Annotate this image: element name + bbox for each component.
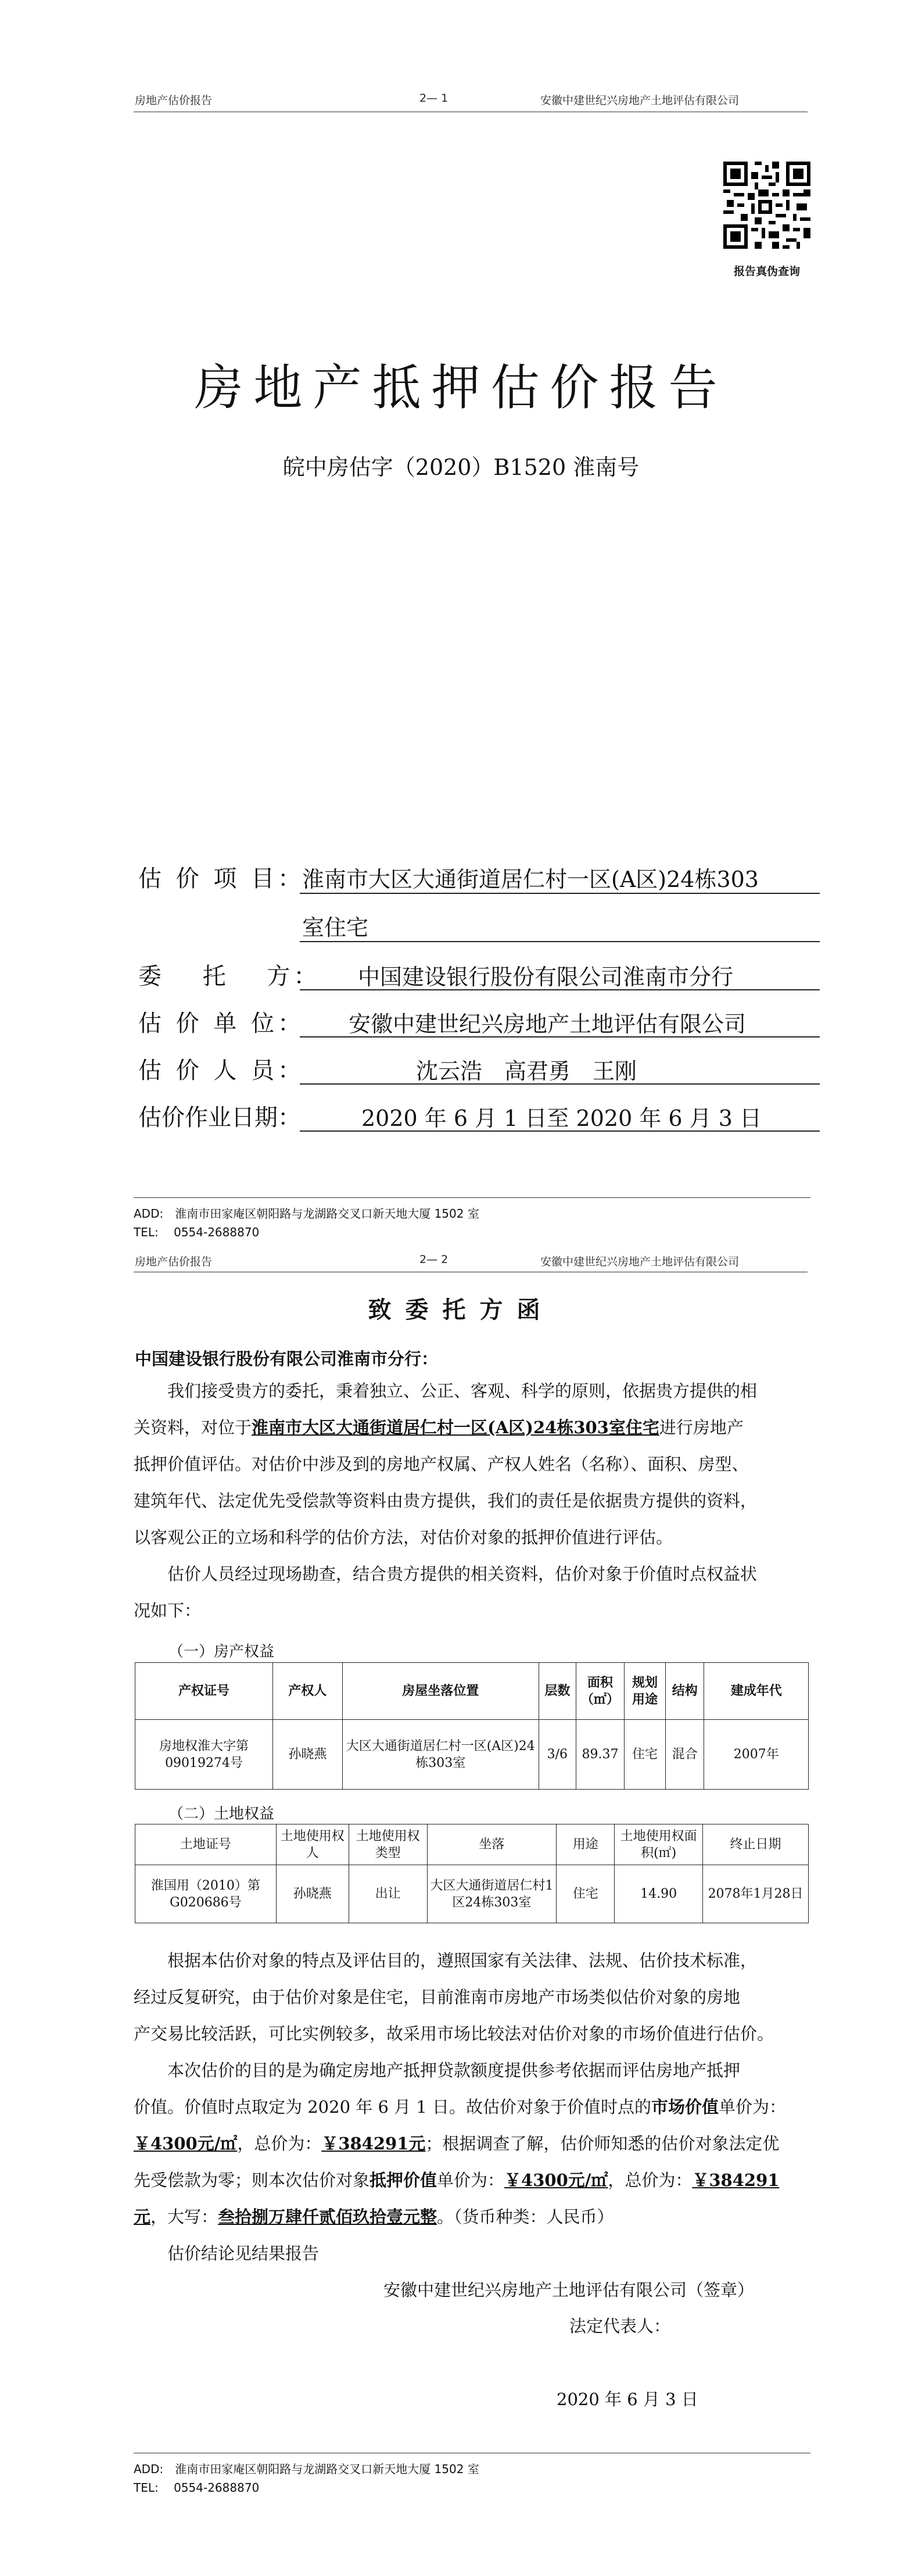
p4-line-4 (134, 2162, 808, 2199)
page1-header-right: 安徽中建世纪兴房地产土地评估有限公司 (540, 94, 740, 107)
field-value-client: 中国建设银行股份有限公司淮南市分行 (358, 964, 734, 990)
amount-in-words: 叁拾捌万肆仟贰佰玖拾壹元整 (218, 2207, 437, 2227)
t2-cell-end: 2078年1月28日 (703, 1865, 809, 1923)
t1-cell-area: 89.37 (576, 1720, 624, 1790)
p4-line-4-head: 先受偿款为零；则本次估价对象 (134, 2170, 370, 2190)
field-value-appraiser: 安徽中建世纪兴房地产土地评估有限公司 (349, 1011, 747, 1037)
p3-line-1: 根据本估价对象的特点及评估目的，遵照国家有关法律、法规、估价技术标准， (167, 1951, 758, 1970)
field-label-project: 估 价 项 目： (138, 865, 305, 892)
signature-company: 安徽中建世纪兴房地产土地评估有限公司（签章） (383, 2280, 755, 2300)
t2-header-type: 土地使用权类型 (349, 1824, 427, 1865)
field-value-date: 2020 年 6 月 1 日至 2020 年 6 月 3 日 (361, 1105, 762, 1131)
t2-cell-user: 孙晓燕 (276, 1865, 349, 1923)
p4-line-5 (134, 2199, 808, 2235)
underline-client (300, 989, 820, 990)
t1-header-cert: 产权证号 (135, 1663, 273, 1720)
underline-project-2 (300, 941, 820, 942)
t2-header-location: 坐落 (427, 1824, 557, 1865)
t2-header-use: 用途 (557, 1824, 615, 1865)
p4-line-2 (134, 2089, 808, 2126)
t2-cell-location: 大区大通街道居仁村1区24栋303室 (427, 1865, 557, 1923)
p4-line-4-mid: 单价为： (437, 2170, 505, 2190)
field-label-client: 委 托 方： (138, 963, 321, 990)
p4-line-3-sep: ，总价为： (237, 2134, 322, 2153)
p2-line-2: 况如下： (134, 1601, 202, 1620)
t1-cell-floors: 3/6 (539, 1720, 576, 1790)
t1-header-floors: 层数 (539, 1663, 576, 1720)
p1-line-2-tail: 进行房地产 (659, 1418, 744, 1437)
field-label-appraiser: 估 价 单 位： (138, 1010, 305, 1037)
report-title: 房地产抵押估价报告 (194, 359, 728, 416)
t2-header-area: 土地使用权面积(㎡) (615, 1824, 703, 1865)
page1-footer-rule (134, 1197, 810, 1198)
p4-line-4-sep: ，总价为： (608, 2170, 693, 2190)
t2-header-user: 土地使用权人 (276, 1824, 349, 1865)
section-land-rights: （二）土地权益 (168, 1805, 275, 1823)
t1-header-use: 规划用途 (625, 1663, 666, 1720)
field-value-staff: 沈云浩 高君勇 王刚 (416, 1058, 637, 1084)
p1-line-3: 抵押价值评估。对估价中涉及到的房地产权属、产权人姓名（名称）、面积、房型、 (134, 1454, 749, 1474)
t1-cell-use: 住宅 (625, 1720, 666, 1790)
p1-line-2 (134, 1409, 808, 1446)
p4-line-3 (134, 2126, 808, 2162)
qr-caption: 报告真伪查询 (733, 265, 800, 278)
page2-header-page: 2— 2 (419, 1253, 449, 1266)
p1-line-5: 以客观公正的立场和科学的估价方法，对估价对象的抵押价值进行评估。 (134, 1527, 673, 1547)
land-rights-table (135, 1824, 809, 1923)
underline-project (300, 893, 820, 894)
qr-code-icon[interactable] (723, 162, 810, 249)
property-rights-table (135, 1662, 809, 1790)
t1-header-area: 面积（㎡） (576, 1663, 624, 1720)
p4-line-5-head: ，大写： (150, 2207, 218, 2227)
market-total-price: ￥384291元 (321, 2134, 426, 2153)
mortgage-value-label: 抵押价值 (369, 2170, 437, 2190)
market-value-label: 市场价值 (651, 2097, 719, 2117)
page1-footer-address: ADD: 淮南市田家庵区朝阳路与龙湖路交叉口新天地大厦 1502 室 (134, 1207, 479, 1221)
letter-paragraph-1 (134, 1373, 808, 1629)
p5-line: 估价结论见结果报告 (167, 2244, 320, 2263)
page2-header-left: 房地产估价报告 (135, 1255, 213, 1268)
p4-line-3-tail: ；根据调查了解，估价师知悉的估价对象法定优 (425, 2134, 780, 2153)
t1-cell-cert: 房地权淮大字第09019274号 (135, 1720, 273, 1790)
t2-cell-cert: 淮国用（2010）第G020686号 (135, 1865, 277, 1923)
page1-footer-tel: TEL: 0554-2688870 (134, 1225, 260, 1239)
p1-line-2-head: 关资料，对位于 (134, 1418, 252, 1437)
mortgage-total-unit: 元 (134, 2207, 151, 2227)
t1-header-location: 房屋坐落位置 (342, 1663, 539, 1720)
t1-header-owner: 产权人 (273, 1663, 343, 1720)
t1-cell-owner: 孙晓燕 (273, 1720, 343, 1790)
property-address: 淮南市大区大通街道居仁村一区(A区)24栋303室住宅 (252, 1418, 659, 1437)
market-unit-price: ￥4300元/㎡ (134, 2134, 238, 2153)
underline-appraiser (300, 1036, 820, 1037)
p3-line-3: 产交易比较活跃，可比实例较多，故采用市场比较法对估价对象的市场价值进行估价。 (134, 2024, 774, 2044)
t1-cell-location: 大区大通街道居仁村一区(A区)24栋303室 (342, 1720, 539, 1790)
underline-date (300, 1130, 820, 1132)
signature-date: 2020 年 6 月 3 日 (557, 2389, 698, 2409)
field-value-project-cont: 室住宅 (302, 915, 369, 940)
underline-staff (300, 1083, 820, 1085)
letter-title: 致委托方函 (368, 1296, 554, 1323)
p1-line-1: 我们接受贵方的委托，秉着独立、公正、客观、科学的原则，依据贵方提供的相 (167, 1381, 758, 1401)
field-label-date: 估价作业日期： (138, 1104, 301, 1131)
report-number: 皖中房估字（2020）B1520 淮南号 (282, 455, 640, 480)
page1-header-page: 2— 1 (419, 92, 449, 105)
t2-header-cert: 土地证号 (135, 1824, 277, 1865)
page2-footer-tel: TEL: 0554-2688870 (134, 2481, 260, 2495)
letter-addressee: 中国建设银行股份有限公司淮南市分行： (135, 1349, 439, 1369)
mortgage-total-price: ￥384291 (692, 2170, 780, 2190)
field-value-project: 淮南市大区大通街道居仁村一区(A区)24栋303 (302, 867, 759, 892)
page2-footer-address: ADD: 淮南市田家庵区朝阳路与龙湖路交叉口新天地大厦 1502 室 (134, 2462, 479, 2476)
p3-line-2: 经过反复研究，由于估价对象是住宅，目前淮南市房地产市场类似估价对象的房地 (134, 1987, 741, 2007)
t2-cell-use: 住宅 (557, 1865, 615, 1923)
mortgage-unit-price: ￥4300元/㎡ (504, 2170, 608, 2190)
t1-header-year: 建成年代 (704, 1663, 809, 1720)
t1-cell-year: 2007年 (704, 1720, 809, 1790)
signature-representative: 法定代表人： (569, 2316, 671, 2336)
letter-paragraph-3 (134, 1942, 808, 2272)
p1-line-4: 建筑年代、法定优先受偿款等资料由贵方提供，我们的责任是依据贵方提供的资料， (134, 1491, 758, 1511)
p2-line-1: 估价人员经过现场勘查，结合贵方提供的相关资料，估价对象于价值时点权益状 (167, 1564, 758, 1584)
t1-cell-structure: 混合 (665, 1720, 704, 1790)
page2-header-right: 安徽中建世纪兴房地产土地评估有限公司 (540, 1255, 740, 1268)
t2-cell-type: 出让 (349, 1865, 427, 1923)
page1-header-left: 房地产估价报告 (135, 94, 213, 107)
t2-cell-area: 14.90 (615, 1865, 703, 1923)
section-property-rights: （一）房产权益 (168, 1643, 275, 1661)
t2-header-end: 终止日期 (703, 1824, 809, 1865)
p4-line-2-tail: 单价为： (719, 2097, 787, 2117)
p4-line-2-head: 价值。价值时点取定为 2020 年 6 月 1 日。故估价对象于价值时点的 (134, 2097, 652, 2117)
t1-header-structure: 结构 (665, 1663, 704, 1720)
field-label-staff: 估 价 人 员： (138, 1057, 305, 1084)
p4-line-5-tail: 。（货币种类：人民币） (437, 2207, 614, 2227)
p4-line-1: 本次估价的目的是为确定房地产抵押贷款额度提供参考依据而评估房地产抵押 (167, 2060, 741, 2080)
